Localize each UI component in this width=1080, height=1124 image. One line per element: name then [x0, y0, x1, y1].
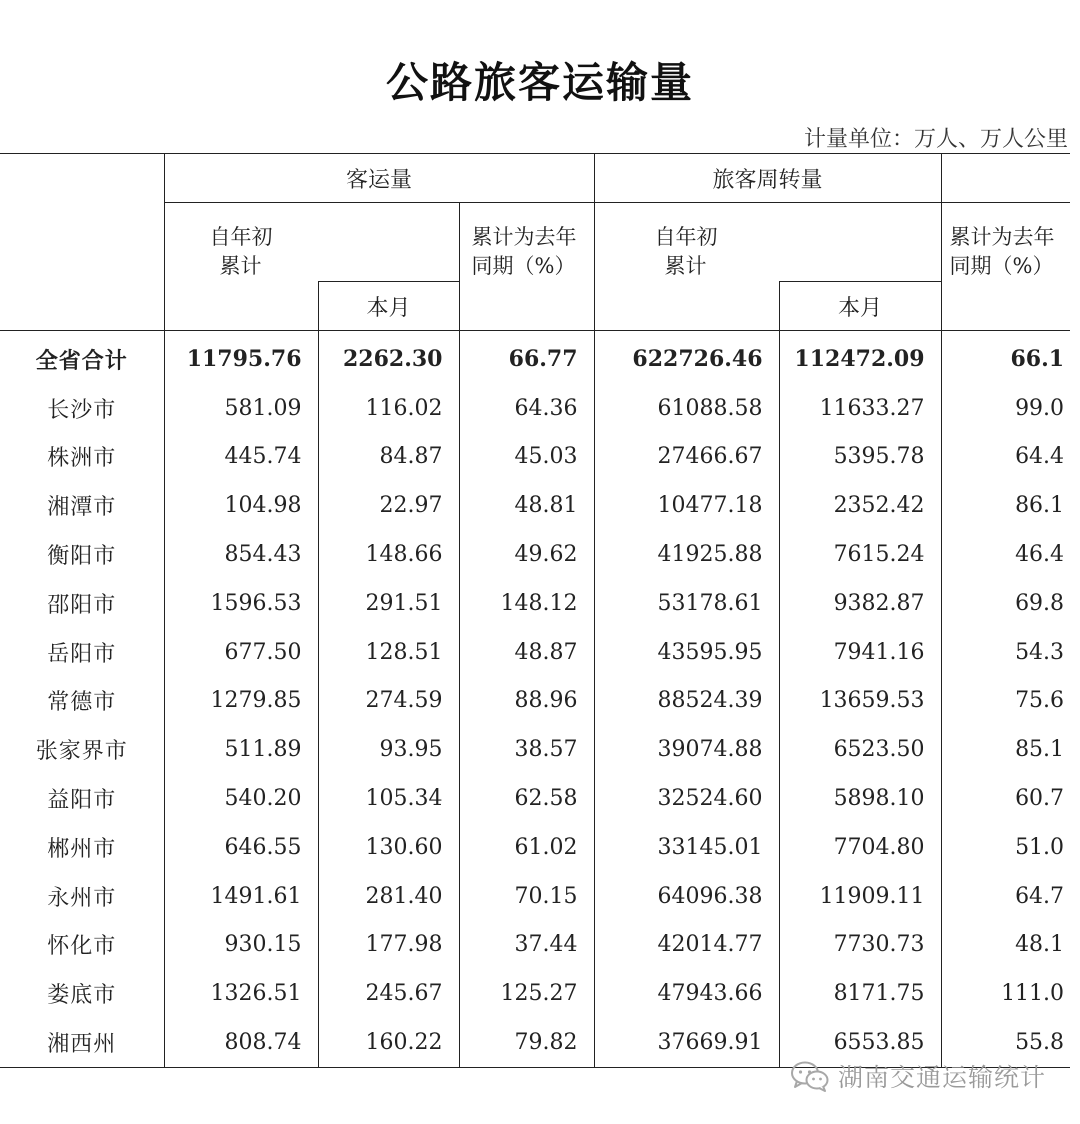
- turnover-cumulative-cell: 47943.66: [594, 969, 779, 1018]
- passenger-yoy-cell: 125.27: [459, 969, 594, 1018]
- passenger-month-cell: 93.95: [318, 725, 459, 774]
- turnover-cumulative-cell: 88524.39: [594, 677, 779, 726]
- passenger-yoy-cell: 79.82: [459, 1018, 594, 1067]
- passenger-cumulative-cell: 511.89: [164, 725, 318, 774]
- region-cell: 湘西州: [0, 1018, 164, 1067]
- passenger-month-cell: 160.22: [318, 1018, 459, 1067]
- passenger-month-cell: 84.87: [318, 433, 459, 482]
- turnover-yoy-cell: 85.1: [1015, 737, 1065, 763]
- passenger-yoy-cell: 49.62: [459, 530, 594, 579]
- turnover-month-cell: 13659.53: [779, 677, 941, 726]
- header-t-yoy-l1: 累计为去年: [949, 225, 1055, 249]
- turnover-yoy-cell: 111.0: [1001, 981, 1065, 1007]
- turnover-month-cell: 7704.80: [779, 823, 941, 872]
- header-t-cumulative: [594, 203, 941, 282]
- header-p-cumulative: [164, 203, 459, 282]
- passenger-yoy-cell: 66.77: [459, 331, 594, 384]
- header-t-yoy: [941, 203, 1070, 331]
- turnover-cumulative-cell: 37669.91: [594, 1018, 779, 1067]
- table-row: [0, 677, 1070, 726]
- region-cell: 怀化市: [0, 921, 164, 970]
- passenger-month-cell: 130.60: [318, 823, 459, 872]
- turnover-month-cell: 7615.24: [779, 530, 941, 579]
- table-row-total: [0, 331, 1070, 384]
- region-cell: 湘潭市: [0, 481, 164, 530]
- watermark-text: 湖南交通运输统计: [838, 1063, 1047, 1092]
- passenger-month-cell: 177.98: [318, 921, 459, 970]
- passenger-cumulative-cell: 1596.53: [164, 579, 318, 628]
- passenger-cumulative-cell: 581.09: [164, 384, 318, 433]
- header-t-cumulative-l1: 自年初: [654, 225, 718, 249]
- header-p-yoy: [459, 203, 594, 331]
- region-cell: 郴州市: [0, 823, 164, 872]
- header-t-yoy-l2: 同期（%）: [949, 254, 1054, 278]
- turnover-yoy-cell: 51.0: [1015, 834, 1065, 860]
- region-cell: 益阳市: [0, 774, 164, 823]
- header-p-month: 本月: [318, 282, 459, 331]
- passenger-yoy-cell: 148.12: [459, 579, 594, 628]
- passenger-cumulative-cell: 808.74: [164, 1018, 318, 1067]
- table-row: [0, 384, 1070, 433]
- table-row: [0, 774, 1070, 823]
- passenger-cumulative-cell: 677.50: [164, 628, 318, 677]
- passenger-month-cell: 148.66: [318, 530, 459, 579]
- passenger-month-cell: 128.51: [318, 628, 459, 677]
- passenger-cumulative-cell: 646.55: [164, 823, 318, 872]
- turnover-month-cell: 6553.85: [779, 1018, 941, 1067]
- region-cell: 衡阳市: [0, 530, 164, 579]
- table-row: [0, 628, 1070, 677]
- watermark: [790, 1058, 1046, 1094]
- turnover-yoy-cell: 66.1: [1010, 346, 1065, 373]
- turnover-yoy-cell: 69.8: [1015, 590, 1065, 616]
- turnover-month-cell: 7730.73: [779, 921, 941, 970]
- passenger-cumulative-cell: 104.98: [164, 481, 318, 530]
- turnover-yoy-cell: 54.3: [1015, 639, 1065, 665]
- passenger-month-cell: 281.40: [318, 872, 459, 921]
- turnover-month-cell: 112472.09: [779, 331, 941, 384]
- header-turnover-group-a: [594, 154, 941, 203]
- header-p-cumulative-l1: 自年初: [209, 225, 273, 249]
- turnover-cumulative-cell: 53178.61: [594, 579, 779, 628]
- passenger-yoy-cell: 64.36: [459, 384, 594, 433]
- turnover-cumulative-cell: 10477.18: [594, 481, 779, 530]
- region-cell: 株洲市: [0, 433, 164, 482]
- turnover-yoy-cell: 60.7: [1015, 786, 1065, 812]
- passenger-yoy-cell: 48.87: [459, 628, 594, 677]
- turnover-cumulative-cell: 61088.58: [594, 384, 779, 433]
- turnover-cumulative-cell: 39074.88: [594, 725, 779, 774]
- turnover-yoy-cell: 55.8: [941, 1018, 1070, 1067]
- region-cell: 邵阳市: [0, 579, 164, 628]
- turnover-month-cell: 8171.75: [779, 969, 941, 1018]
- header-p-cumulative-l2: 累计: [219, 254, 262, 278]
- header-passenger-group: 客运量: [164, 154, 594, 203]
- passenger-month-cell: 116.02: [318, 384, 459, 433]
- region-cell: 永州市: [0, 872, 164, 921]
- turnover-yoy-cell: 75.6: [1015, 688, 1065, 714]
- turnover-month-cell: 5395.78: [779, 433, 941, 482]
- table-row: [0, 921, 1070, 970]
- wechat-icon: [790, 1060, 830, 1092]
- passenger-yoy-cell: 37.44: [459, 921, 594, 970]
- header-p-yoy-l1: 累计为去年: [471, 225, 577, 249]
- turnover-cumulative-cell: 33145.01: [594, 823, 779, 872]
- passenger-cumulative-cell: 1491.61: [164, 872, 318, 921]
- passenger-month-cell: 291.51: [318, 579, 459, 628]
- turnover-month-cell: 11633.27: [779, 384, 941, 433]
- passenger-cumulative-cell: 445.74: [164, 433, 318, 482]
- turnover-cumulative-cell: 64096.38: [594, 872, 779, 921]
- passenger-cumulative-cell: 11795.76: [164, 331, 318, 384]
- passenger-yoy-cell: 61.02: [459, 823, 594, 872]
- header-t-month: 本月: [779, 282, 941, 331]
- header-t-cumulative-l2: 累计: [664, 254, 707, 278]
- passenger-transport-table: [0, 153, 1070, 1068]
- passenger-yoy-cell: 88.96: [459, 677, 594, 726]
- table-row: [0, 579, 1070, 628]
- passenger-month-cell: 274.59: [318, 677, 459, 726]
- header-p-yoy-l2: 同期（%）: [471, 254, 576, 278]
- table-row: [0, 872, 1070, 921]
- table-row: [0, 969, 1070, 1018]
- header-blank: [0, 154, 164, 331]
- turnover-cumulative-cell: 42014.77: [594, 921, 779, 970]
- turnover-cumulative-cell: 32524.60: [594, 774, 779, 823]
- table-row: [0, 530, 1070, 579]
- turnover-yoy-cell: 86.1: [1015, 493, 1065, 519]
- region-cell: 岳阳市: [0, 628, 164, 677]
- turnover-month-cell: 9382.87: [779, 579, 941, 628]
- region-cell: 长沙市: [0, 384, 164, 433]
- passenger-month-cell: 105.34: [318, 774, 459, 823]
- turnover-yoy-cell: 46.4: [1015, 542, 1065, 568]
- turnover-yoy-cell: 99.0: [1015, 395, 1065, 421]
- region-cell: 娄底市: [0, 969, 164, 1018]
- turnover-month-cell: 5898.10: [779, 774, 941, 823]
- header-p-cumulative-spacer: [164, 282, 318, 331]
- passenger-cumulative-cell: 1326.51: [164, 969, 318, 1018]
- passenger-month-cell: 245.67: [318, 969, 459, 1018]
- header-turnover-label: 旅客周转量: [712, 167, 823, 193]
- table-row: [0, 433, 1070, 482]
- turnover-cumulative-cell: 41925.88: [594, 530, 779, 579]
- turnover-cumulative-cell: 27466.67: [594, 433, 779, 482]
- turnover-yoy-cell: 48.1: [1015, 932, 1065, 958]
- turnover-month-cell: 7941.16: [779, 628, 941, 677]
- table-row: [0, 725, 1070, 774]
- region-cell: 全省合计: [0, 331, 164, 384]
- turnover-cumulative-cell: 622726.46: [594, 331, 779, 384]
- unit-note: 计量单位：万人、万人公里: [803, 127, 1068, 152]
- passenger-yoy-cell: 45.03: [459, 433, 594, 482]
- header-t-cumulative-spacer: [594, 282, 779, 331]
- turnover-month-cell: 11909.11: [779, 872, 941, 921]
- page-title: 公路旅客运输量: [385, 58, 694, 107]
- passenger-yoy-cell: 48.81: [459, 481, 594, 530]
- passenger-month-cell: 22.97: [318, 481, 459, 530]
- passenger-cumulative-cell: 854.43: [164, 530, 318, 579]
- turnover-cumulative-cell: 43595.95: [594, 628, 779, 677]
- turnover-yoy-cell: 64.7: [1015, 883, 1065, 909]
- region-cell: 常德市: [0, 677, 164, 726]
- passenger-yoy-cell: 38.57: [459, 725, 594, 774]
- turnover-yoy-cell: 64.4: [1015, 444, 1065, 470]
- passenger-cumulative-cell: 930.15: [164, 921, 318, 970]
- passenger-month-cell: 2262.30: [318, 331, 459, 384]
- header-turnover-group-b: [941, 154, 1070, 203]
- passenger-cumulative-cell: 1279.85: [164, 677, 318, 726]
- turnover-month-cell: 6523.50: [779, 725, 941, 774]
- table-row: [0, 481, 1070, 530]
- turnover-month-cell: 2352.42: [779, 481, 941, 530]
- table-row: [0, 823, 1070, 872]
- passenger-yoy-cell: 70.15: [459, 872, 594, 921]
- passenger-yoy-cell: 62.58: [459, 774, 594, 823]
- region-cell: 张家界市: [0, 725, 164, 774]
- passenger-cumulative-cell: 540.20: [164, 774, 318, 823]
